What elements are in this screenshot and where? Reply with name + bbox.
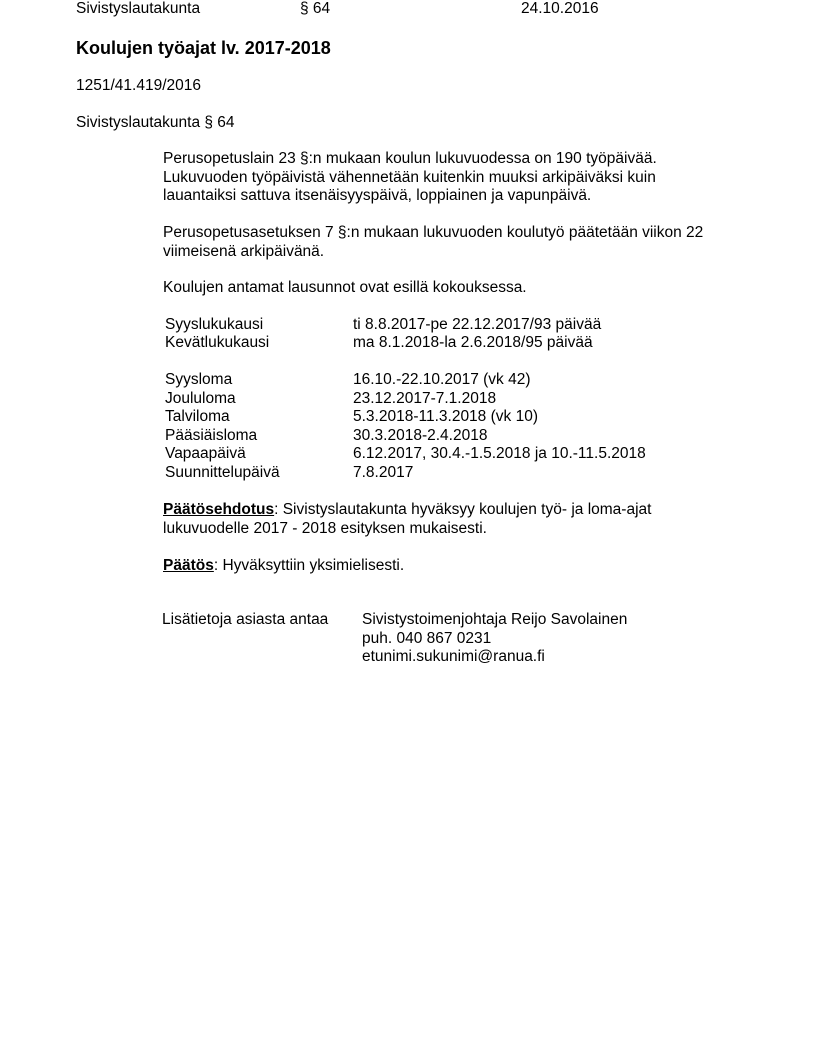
paragraph-line: Perusopetuslain 23 §:n mukaan koulun lukuvuodessa on 190 työpäivää.: [163, 150, 657, 167]
header-body: Sivistyslautakunta: [76, 0, 201, 17]
term-label: Syyslukukausi: [165, 316, 264, 333]
holiday-label: Syysloma: [165, 371, 233, 388]
proposal-label: Päätösehdotus: [163, 501, 275, 518]
contact-phone: puh. 040 867 0231: [362, 629, 492, 647]
holiday-value: 6.12.2017, 30.4.-1.5.2018 ja 10.-11.5.2018: [353, 445, 646, 462]
paragraph-line: viimeisenä arkipäivänä.: [163, 242, 325, 260]
paragraph-1: [163, 150, 657, 206]
holiday-label: Talviloma: [165, 408, 230, 425]
paragraph-line: Lukuvuoden työpäivistä vähennetään kuitenkin muuksi arkipäiväksi kuin: [163, 168, 656, 186]
holiday-label: Suunnittelupäivä: [165, 463, 280, 481]
contact-details: [362, 611, 627, 667]
table-row: [165, 371, 725, 389]
holiday-label: Joululoma: [165, 389, 236, 407]
holiday-label: Vapaapäivä: [165, 445, 246, 462]
term-value: ti 8.8.2017-pe 22.12.2017/93 päivää: [353, 316, 602, 333]
holiday-label: Pääsiäisloma: [165, 426, 258, 444]
table-row: [165, 316, 725, 334]
document-title: Koulujen työajat lv. 2017-2018: [76, 38, 331, 58]
term-label: Kevätlukukausi: [165, 334, 270, 351]
header-section: § 64: [300, 0, 331, 17]
decision: [163, 557, 404, 575]
terms-table: [165, 316, 725, 356]
decision-text: : Hyväksyttiin yksimielisesti.: [213, 557, 405, 574]
paragraph-line: Perusopetusasetuksen 7 §:n mukaan lukuvuoden koulutyö päätetään viikon 22: [163, 224, 704, 241]
contact-name: Sivistystoimenjohtaja Reijo Savolainen: [362, 611, 628, 628]
paragraph-line: lauantaiksi sattuva itsenäisyyspäivä, loppiainen ja vapunpäivä.: [163, 187, 592, 204]
body-section: Sivistyslautakunta § 64: [76, 114, 235, 131]
table-row: [165, 334, 725, 352]
table-row: [165, 408, 725, 426]
holiday-value: 5.3.2018-11.3.2018 (vk 10): [353, 408, 538, 425]
decision-label: Päätös: [163, 557, 214, 574]
table-row: [165, 427, 725, 445]
table-row: [165, 464, 725, 482]
diary-number: 1251/41.419/2016: [76, 77, 201, 94]
proposal-text: : Sivistyslautakunta hyväksyy koulujen työ- ja loma-ajat: [274, 501, 652, 518]
proposal: [163, 501, 651, 538]
proposal-text-line2: lukuvuodelle 2017 - 2018 esityksen mukaisesti.: [163, 519, 487, 537]
header-date: 24.10.2016: [521, 0, 599, 17]
contact-email: etunimi.sukunimi@ranua.fi: [362, 648, 545, 665]
holiday-value: 30.3.2018-2.4.2018: [353, 426, 488, 444]
table-row: [165, 390, 725, 408]
holidays-table: [165, 371, 725, 483]
paragraph-3: Koulujen antamat lausunnot ovat esillä kokouksessa.: [163, 279, 527, 296]
table-row: [165, 445, 725, 463]
paragraph-2: [163, 224, 703, 261]
contact-label: Lisätietoja asiasta antaa: [162, 611, 329, 628]
holiday-value: 16.10.-22.10.2017 (vk 42): [353, 371, 531, 388]
holiday-value: 7.8.2017: [353, 463, 414, 481]
holiday-value: 23.12.2017-7.1.2018: [353, 389, 497, 407]
term-value: ma 8.1.2018-la 2.6.2018/95 päivää: [353, 334, 593, 351]
